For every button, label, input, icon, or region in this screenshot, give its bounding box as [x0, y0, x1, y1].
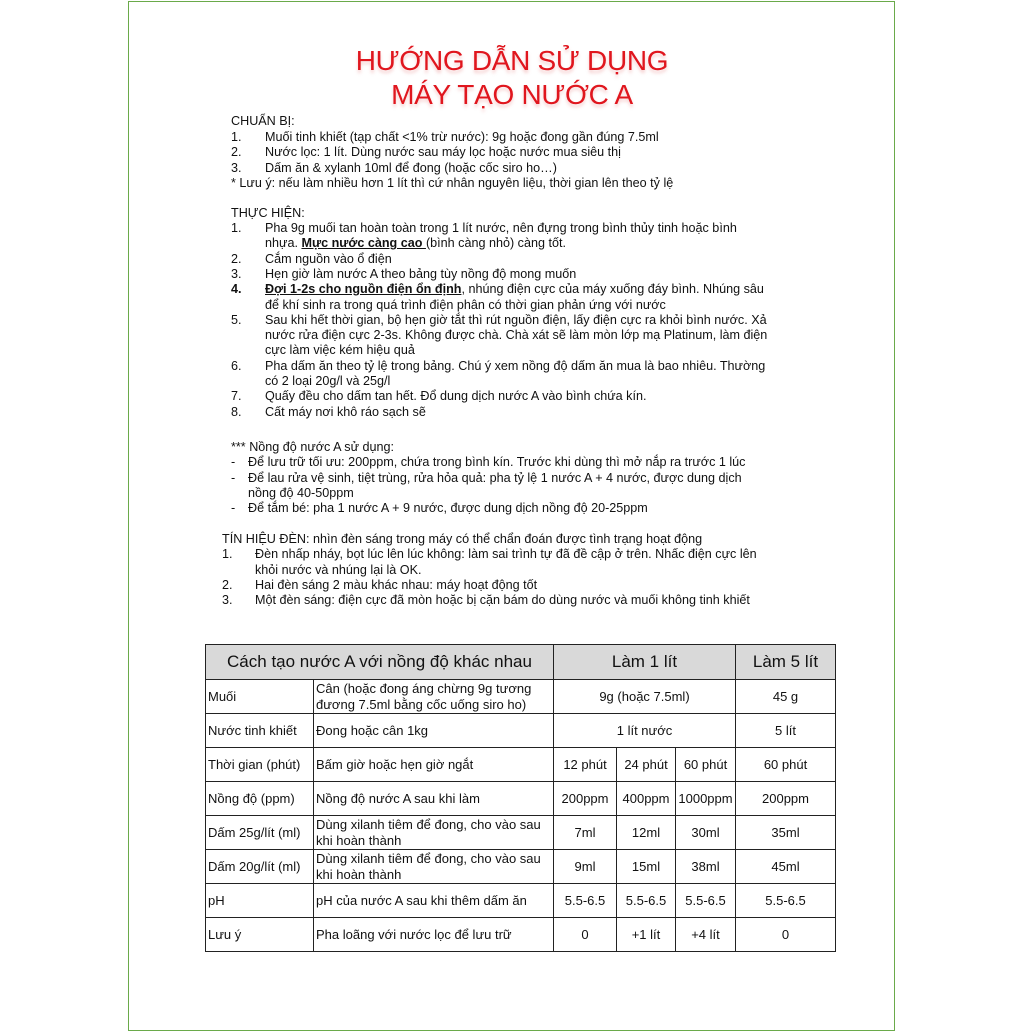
- item-number: 2.: [231, 145, 242, 160]
- emphasis: Mực nước càng cao: [301, 236, 426, 251]
- cell-1-liter: 5.5-6.5: [554, 884, 617, 918]
- row-description: Cân (hoặc đong áng chừng 9g tương đương 7.5ml bằng cốc uống siro ho): [314, 680, 554, 714]
- table-row: [206, 850, 836, 884]
- table-header: Cách tạo nước A với nồng độ khác nhau: [206, 645, 554, 680]
- list-item: Hai đèn sáng 2 màu khác nhau: máy hoạt động tốt: [255, 577, 538, 592]
- item-number: -: [231, 470, 236, 485]
- table-header: Làm 1 lít: [554, 645, 736, 680]
- section-heading-prepare: CHUẨN BỊ:: [231, 114, 295, 128]
- text: , nhúng điện cực của máy xuống đáy bình. Nhúng sâu: [461, 282, 764, 297]
- cell-5-liter: 45ml: [736, 850, 836, 884]
- row-description: Pha loãng với nước lọc để lưu trữ: [314, 918, 554, 952]
- list-item: để khí sinh ra trong quá trình điện phân có thời gian phản ứng với nước: [265, 297, 666, 312]
- list-item: [265, 282, 764, 297]
- row-description: Dùng xilanh tiêm để đong, cho vào sau khi hoàn thành: [314, 850, 554, 884]
- title-line-1: HƯỚNG DẪN SỬ DỤNG: [355, 45, 669, 76]
- section-heading-usage: *** Nồng độ nước A sử dụng:: [231, 440, 395, 454]
- cell-1-liter: 400ppm: [617, 782, 676, 816]
- list-item: Nước lọc: 1 lít. Dùng nước sau máy lọc hoặc nước mua siêu thị: [265, 145, 621, 160]
- list-item: [265, 236, 566, 251]
- cell-1-liter: 0: [554, 918, 617, 952]
- list-item: Một đèn sáng: điện cực đã mòn hoặc bị cặn bám do dùng nước và muối không tinh khiết: [255, 593, 750, 608]
- row-description: Đong hoặc cân 1kg: [314, 714, 554, 748]
- row-label: pH: [206, 884, 314, 918]
- list-item: Để lưu trữ tối ưu: 200ppm, chứa trong bình kín. Trước khi dùng thì mở nắp ra trước 1 lúc: [248, 455, 746, 470]
- cell-5-liter: 5.5-6.5: [736, 884, 836, 918]
- cell-1-liter: 1000ppm: [676, 782, 736, 816]
- cell-1-liter: 38ml: [676, 850, 736, 884]
- row-label: Dấm 20g/lít (ml): [206, 850, 314, 884]
- table-row: [206, 714, 836, 748]
- cell-1-liter: +4 lít: [676, 918, 736, 952]
- list-item: khỏi nước và nhúng lại là OK.: [255, 562, 422, 577]
- section-heading-perform: THỰC HIỆN:: [231, 206, 305, 220]
- cell-1-liter: 5.5-6.5: [617, 884, 676, 918]
- item-number: 7.: [231, 389, 242, 404]
- cell-5-liter: 60 phút: [736, 748, 836, 782]
- table-row: [206, 918, 836, 952]
- item-number: -: [231, 501, 236, 516]
- item-number: 1.: [222, 547, 233, 562]
- item-number: 2.: [231, 251, 242, 266]
- table-header-row: [206, 645, 836, 680]
- table-row: [206, 782, 836, 816]
- list-item: Cắm nguồn vào ổ điện: [265, 251, 392, 266]
- list-item: Pha 9g muối tan hoàn toàn trong 1 lít nước, nên đựng trong bình thủy tinh hoặc bình: [265, 221, 737, 235]
- title-line-2: MÁY TẠO NƯỚC A: [391, 79, 633, 110]
- cell-5-liter: 45 g: [736, 680, 836, 714]
- list-item: Muối tinh khiết (tạp chất <1% trừ nước): 9g hoặc đong gần đúng 7.5ml: [265, 130, 659, 144]
- table-row: [206, 884, 836, 918]
- row-label: Nồng độ (ppm): [206, 782, 314, 816]
- cell-1-liter: 5.5-6.5: [676, 884, 736, 918]
- list-item: Đèn nhấp nháy, bọt lúc lên lúc không: làm sai trình tự đã đề cập ở trên. Nhấc điện cực lên: [255, 547, 757, 562]
- row-description: Dùng xilanh tiêm để đong, cho vào sau khi hoàn thành: [314, 816, 554, 850]
- table-row: [206, 680, 836, 714]
- table-row: [206, 816, 836, 850]
- row-description: Nồng độ nước A sau khi làm: [314, 782, 554, 816]
- cell-1-liter: 60 phút: [676, 748, 736, 782]
- section-heading-lights: TÍN HIỆU ĐÈN: nhìn đèn sáng trong máy có thể chẩn đoán được tình trạng hoạt động: [222, 532, 703, 546]
- cell-5-liter: 35ml: [736, 816, 836, 850]
- cell-1-liter: 9g (hoặc 7.5ml): [554, 680, 736, 714]
- cell-1-liter: +1 lít: [617, 918, 676, 952]
- row-label: Thời gian (phút): [206, 748, 314, 782]
- list-item: Pha dấm ăn theo tỷ lệ trong bảng. Chú ý xem nồng độ dấm ăn mua là bao nhiêu. Thường: [265, 358, 766, 373]
- list-item: Hẹn giờ làm nước A theo bảng tùy nồng độ mong muốn: [265, 266, 577, 281]
- cell-1-liter: 200ppm: [554, 782, 617, 816]
- item-number: 1.: [231, 130, 242, 144]
- item-number: 4.: [231, 282, 242, 297]
- item-number: 6.: [231, 358, 242, 373]
- note: * Lưu ý: nếu làm nhiều hơn 1 lít thì cứ nhân nguyên liệu, thời gian lên theo tỷ lệ: [231, 176, 674, 190]
- cell-1-liter: 24 phút: [617, 748, 676, 782]
- row-label: Muối: [206, 680, 314, 714]
- cell-1-liter: 7ml: [554, 816, 617, 850]
- cell-1-liter: 30ml: [676, 816, 736, 850]
- item-number: 3.: [222, 593, 233, 608]
- item-number: 2.: [222, 577, 233, 592]
- cell-1-liter: 9ml: [554, 850, 617, 884]
- item-number: 8.: [231, 404, 242, 419]
- item-number: 3.: [231, 266, 242, 281]
- cell-1-liter: 15ml: [617, 850, 676, 884]
- emphasis: Đợi 1-2s cho nguồn điện ổn định: [265, 282, 462, 297]
- cell-5-liter: 200ppm: [736, 782, 836, 816]
- list-item: Quấy đều cho dấm tan hết. Đổ dung dịch nước A vào bình chứa kín.: [265, 389, 647, 404]
- list-item: nước rửa điện cực 2-3s. Không được chà. Chà xát sẽ làm mòn lớp mạ Platinum, làm điện: [265, 328, 768, 343]
- cell-1-liter: 1 lít nước: [554, 714, 736, 748]
- list-item: Dấm ăn & xylanh 10ml để đong (hoặc cốc siro ho…): [265, 160, 557, 175]
- cell-5-liter: 0: [736, 918, 836, 952]
- cell-1-liter: 12ml: [617, 816, 676, 850]
- text: (bình càng nhỏ) càng tốt.: [425, 236, 566, 251]
- item-number: -: [231, 455, 236, 470]
- row-label: Nước tinh khiết: [206, 714, 314, 748]
- list-item: có 2 loại 20g/l và 25g/l: [265, 374, 391, 388]
- recipe-table: [205, 644, 836, 952]
- cell-5-liter: 5 lít: [736, 714, 836, 748]
- list-item: Để tắm bé: pha 1 nước A + 9 nước, được dung dịch nồng độ 20-25ppm: [248, 501, 648, 516]
- list-item: Sau khi hết thời gian, bộ hẹn giờ tắt thì rút nguồn điện, lấy điện cực ra khỏi bình nước. Xả: [265, 312, 767, 327]
- row-label: Dấm 25g/lít (ml): [206, 816, 314, 850]
- table-header: Làm 5 lít: [736, 645, 836, 680]
- item-number: 1.: [231, 221, 242, 235]
- item-number: 5.: [231, 312, 242, 327]
- list-item: Để lau rửa vệ sinh, tiệt trùng, rửa hỏa quả: pha tỷ lệ 1 nước A + 4 nước, được dung dịch: [248, 470, 742, 485]
- table-row: [206, 748, 836, 782]
- row-label: Lưu ý: [206, 918, 314, 952]
- row-description: Bấm giờ hoặc hẹn giờ ngắt: [314, 748, 554, 782]
- list-item: nồng độ 40-50ppm: [248, 485, 354, 500]
- cell-1-liter: 12 phút: [554, 748, 617, 782]
- item-number: 3.: [231, 160, 242, 175]
- list-item: cực làm việc kém hiệu quả: [265, 343, 415, 358]
- row-description: pH của nước A sau khi thêm dấm ăn: [314, 884, 554, 918]
- text: nhựa.: [265, 236, 302, 251]
- list-item: Cất máy nơi khô ráo sạch sẽ: [265, 404, 426, 419]
